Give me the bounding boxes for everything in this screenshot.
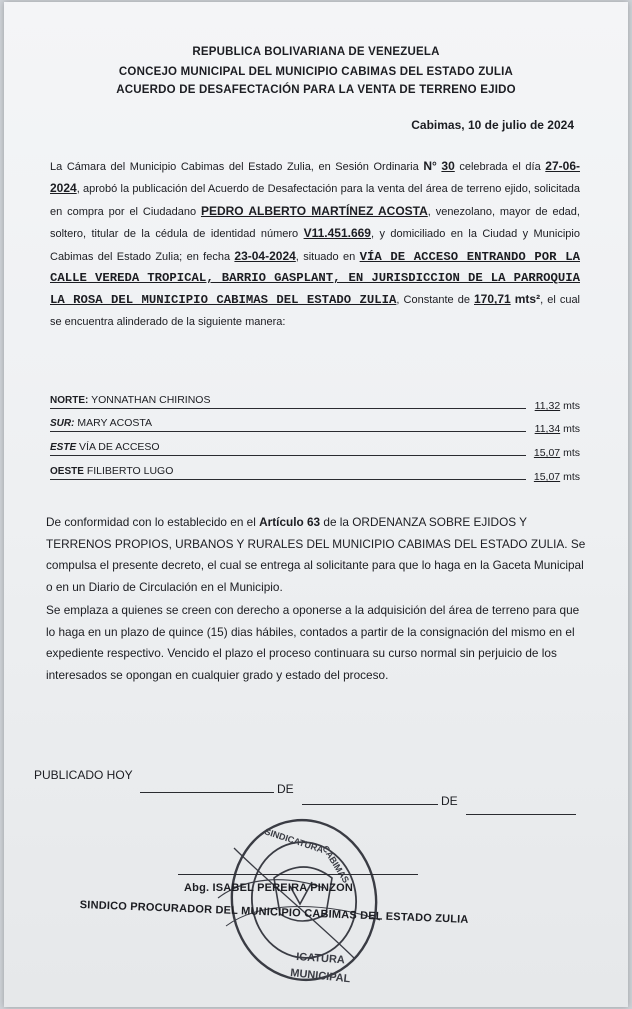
- signer-title: SINDICO PROCURADOR DEL MUNICIPIO CABIMAS DEL ESTADO ZULIA: [79, 899, 469, 926]
- boundary-label: ESTE: [50, 442, 77, 453]
- intro-text: , el cual se encuentra alinderado de la siguiente manera:: [50, 294, 581, 328]
- property-location: VÍA DE ACCESO ENTRANDO POR LA CALLE VEREDA TROPICAL, BARRIO GASPLANT, EN JURISDICCION DE LA PARROQUIA LA ROSA DEL MUNICIPIO CABIMAS DEL ESTADO ZULIA: [50, 249, 580, 308]
- legal-basis-paragraph: [46, 512, 586, 598]
- intro-text: , y domiciliado en la Ciudad y Municipio Cabimas del Estado Zulia; en fecha: [50, 228, 580, 263]
- boundary-label: OESTE: [50, 466, 84, 477]
- session-number: 30: [441, 159, 455, 173]
- intro-text: , Constante de: [396, 294, 474, 307]
- session-date: 27-06-2024: [50, 159, 580, 196]
- boundary-owner: YONNATHAN CHIRINOS: [91, 394, 211, 406]
- request-date: 23-04-2024: [234, 248, 296, 263]
- boundary-owner: VÍA DE ACCESO: [79, 441, 160, 453]
- boundary-west: [50, 465, 580, 483]
- boundary-unit: mts: [563, 447, 580, 459]
- header-title: ACUERDO DE DESAFECTACIÓN PARA LA VENTA DE TERRENO EJIDO: [116, 84, 516, 96]
- boundary-unit: mts: [563, 423, 580, 435]
- summons-paragraph: Se emplaza a quienes se creen con derecho a oponerse a la adquisición del área de terreno para que lo haga en un plazo de quince (15) dias hábiles, contados a partir de la consignación del mismo en el expediente respectivo. Vencido el plazo el proceso continuara su curso normal sin perjuicio de los interesados se opongan en cualquier grado y estado del proceso.: [46, 603, 580, 682]
- header-council: CONCEJO MUNICIPAL DEL MUNICIPIO CABIMAS DEL ESTADO ZULIA: [118, 66, 514, 78]
- body-text: De conformidad con lo establecido en el: [46, 515, 260, 529]
- blank-day: [140, 778, 274, 793]
- intro-text: , venezolano, mayor de edad, soltero, titular de la cédula de identidad número: [50, 205, 580, 241]
- intro-text: , situado en: [295, 250, 360, 263]
- document-date: Cabimas, 10 de julio de 2024: [411, 118, 574, 132]
- area-value: 170,71: [474, 292, 511, 307]
- boundary-north: [50, 394, 580, 412]
- id-number: V11.451.669: [303, 226, 371, 241]
- header-republic: REPUBLICA BOLIVARIANA DE VENEZUELA: [192, 46, 440, 58]
- body-text: de la ORDENANZA SOBRE EJIDOS Y TERRENOS PROPIOS, URBANOS Y RURALES DEL MUNICIPIO CABIMAS DEL ESTADO ZULIA. Se compulsa el presente decreto, el cual se entrega al solicitante para que lo haga en la Gaceta Municipal o en un Diario de Circulación en el Municipio.: [46, 515, 586, 594]
- article-reference: Artículo 63: [259, 515, 321, 529]
- boundary-length: 11,32: [534, 400, 561, 412]
- boundary-owner: FILIBERTO LUGO: [86, 465, 174, 477]
- boundary-unit: mts: [563, 400, 580, 412]
- intro-text: celebrada el día: [459, 161, 546, 173]
- document-page: [4, 2, 628, 1007]
- boundary-unit: mts: [563, 471, 580, 483]
- signature-line: [178, 874, 418, 875]
- municipal-seal-stamp: [204, 808, 394, 988]
- area-unit: mts²: [514, 292, 541, 307]
- boundary-south: [50, 417, 580, 435]
- blank-year: [466, 800, 576, 815]
- publication-line: [34, 768, 594, 808]
- boundary-label: NORTE:: [50, 395, 89, 406]
- de-label: DE: [441, 794, 458, 808]
- intro-paragraph: [50, 156, 580, 333]
- svg-text:SINDICATURA: SINDICATURA: [263, 826, 325, 855]
- applicant-name: PEDRO ALBERTO MARTÍNEZ ACOSTA: [200, 203, 428, 218]
- svg-text:MUNICIPAL: MUNICIPAL: [289, 967, 351, 986]
- boundary-length: 15,07: [533, 447, 561, 459]
- boundary-east: [50, 441, 580, 459]
- boundary-length: 11,34: [534, 423, 561, 435]
- boundary-owner: MARY ACOSTA: [77, 417, 153, 429]
- svg-text:ICATURA: ICATURA: [295, 951, 346, 967]
- blank-month: [302, 790, 438, 805]
- de-label: DE: [277, 782, 294, 796]
- signer-name: Abg. ISABEL PEREIRA PINZON: [184, 882, 353, 894]
- intro-text: , aprobó la publicación del Acuerdo de Desafectación para la venta del área de terreno ejido, solicitada en compra por el Ciudadano: [50, 183, 580, 218]
- svg-text:CABIMAS: CABIMAS: [320, 843, 352, 885]
- intro-text: La Cámara del Municipio Cabimas del Estado Zulia, en Sesión Ordinaria: [50, 161, 424, 173]
- published-label: PUBLICADO HOY: [34, 768, 133, 782]
- boundary-label: SUR:: [50, 418, 75, 429]
- boundary-length: 15,07: [533, 471, 561, 483]
- session-number-label: N°: [423, 159, 437, 173]
